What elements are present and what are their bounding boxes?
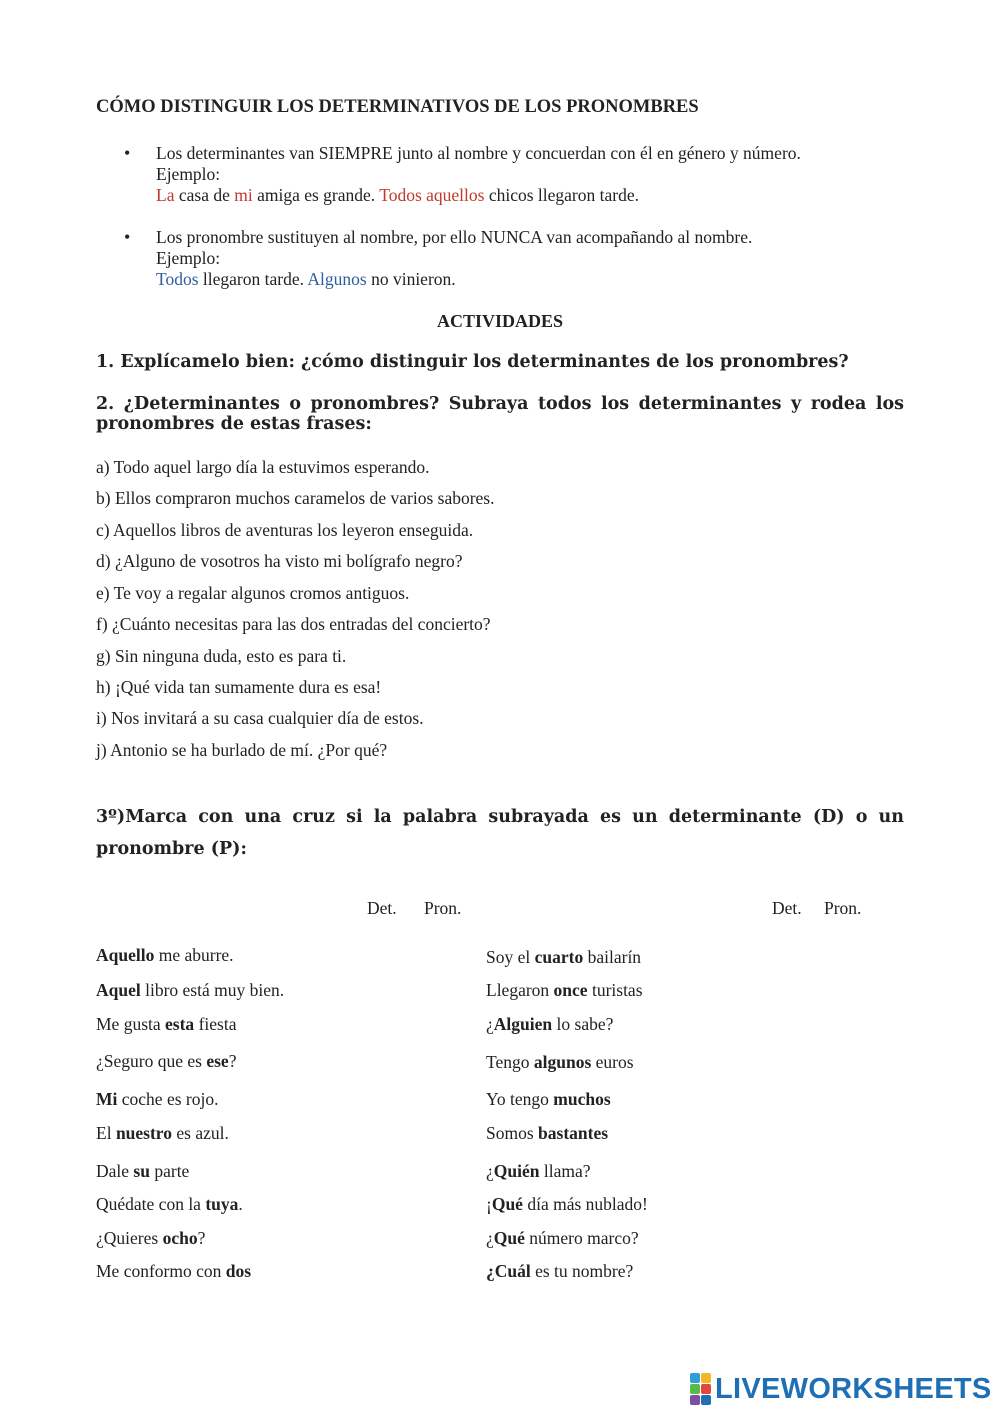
item-target-word: dos: [225, 1261, 252, 1281]
example-text: amiga es grande.: [252, 185, 380, 205]
item-target-word: su: [133, 1161, 150, 1181]
item-text: parte: [149, 1161, 190, 1181]
item-target-word: once: [553, 980, 588, 1000]
item-text: ¡: [486, 1194, 492, 1214]
bullet-2-text: [156, 227, 752, 290]
right-item: [486, 980, 643, 1001]
bullet-2-example: [156, 269, 752, 290]
item-text: lo sabe?: [552, 1014, 614, 1034]
item-text: Llegaron: [486, 980, 554, 1000]
right-item: [486, 1228, 639, 1249]
bullet-dot: •: [124, 227, 131, 247]
example-text: chicos llegaron tarde.: [484, 185, 639, 205]
item-text: fiesta: [194, 1014, 237, 1034]
left-item: [96, 1123, 229, 1144]
item-target-word: ocho: [162, 1228, 198, 1248]
sentence-item: c) Aquellos libros de aventuras los leyeron enseguida.: [96, 520, 474, 540]
right-item: [486, 1014, 613, 1035]
item-text: coche es rojo.: [117, 1089, 219, 1109]
bullet-2-line1: Los pronombre sustituyen al nombre, por ello NUNCA van acompañando al nombre.: [156, 227, 753, 247]
item-text: Soy el: [486, 947, 535, 967]
right-item: [486, 1123, 608, 1144]
item-target-word: cuarto: [534, 947, 584, 967]
example-highlight: Todos: [156, 269, 199, 289]
bullet-1-label: Ejemplo:: [156, 164, 221, 184]
sentence-item: d) ¿Alguno de vosotros ha visto mi bolígrafo negro?: [96, 551, 463, 571]
left-item: [96, 980, 284, 1001]
bullet-dot: •: [124, 143, 131, 163]
item-text: Me gusta: [96, 1014, 166, 1034]
sentence-item: f) ¿Cuánto necesitas para las dos entradas del concierto?: [96, 614, 491, 634]
left-item: [96, 1161, 189, 1182]
bullet-1-example: [156, 185, 801, 206]
item-target-word: ese: [206, 1051, 229, 1071]
item-text: ¿: [486, 1161, 494, 1181]
item-text: Tengo: [486, 1052, 534, 1072]
question-2: 2. ¿Determinantes o pronombres? Subraya todos los determinantes y rodea los pronombres de estas frases:: [96, 394, 904, 434]
item-target-word: esta: [165, 1014, 195, 1034]
right-item: [486, 1261, 633, 1282]
liveworksheets-logo: [690, 1372, 992, 1406]
left-item: [96, 1014, 236, 1035]
item-target-word: Aquello: [96, 945, 155, 965]
item-text: número marco?: [524, 1228, 639, 1248]
logo-mark-icon: [690, 1373, 711, 1405]
item-text: bailarín: [583, 947, 642, 967]
question-1: 1. Explícamelo bien: ¿cómo distinguir los determinantes de los pronombres?: [96, 352, 849, 372]
item-text: ¿: [486, 1228, 494, 1248]
item-target-word: nuestro: [115, 1123, 173, 1143]
item-target-word: Qué: [491, 1194, 523, 1214]
item-target-word: algunos: [533, 1052, 592, 1072]
right-item: [486, 1161, 591, 1182]
item-text: euros: [591, 1052, 634, 1072]
item-target-word: Qué: [493, 1228, 525, 1248]
right-item: [486, 947, 641, 968]
item-text: libro está muy bien.: [140, 980, 285, 1000]
item-target-word: Quién: [493, 1161, 540, 1181]
bullet-2-label: Ejemplo:: [156, 248, 221, 268]
activities-heading: ACTIVIDADES: [436, 311, 564, 331]
left-item: [96, 1051, 236, 1072]
item-text: turistas: [587, 980, 643, 1000]
item-text: llama?: [539, 1161, 591, 1181]
left-item: [96, 1228, 205, 1249]
example-text: llegaron tarde.: [198, 269, 308, 289]
sentence-item: a) Todo aquel largo día la estuvimos esperando.: [96, 457, 430, 477]
item-text: Quédate con la: [96, 1194, 206, 1214]
page-title: CÓMO DISTINGUIR LOS DETERMINATIVOS DE LOS PRONOMBRES: [96, 97, 699, 117]
item-text: ¿: [486, 1014, 494, 1034]
det-header-left: Det.: [367, 898, 397, 918]
right-item: [486, 1089, 611, 1110]
right-item: [486, 1194, 648, 1215]
item-text: Dale: [96, 1161, 134, 1181]
sentence-item: b) Ellos compraron muchos caramelos de varios sabores.: [96, 488, 495, 508]
item-text: día más nublado!: [522, 1194, 648, 1214]
item-target-word: tuya: [205, 1194, 239, 1214]
sentence-item: h) ¡Qué vida tan sumamente dura es esa!: [96, 677, 382, 697]
item-text: es azul.: [172, 1123, 229, 1143]
sentence-item: j) Antonio se ha burlado de mí. ¿Por qué?: [96, 740, 388, 760]
question-3: 3º)Marca con una cruz si la palabra subrayada es un determinante (D) o un pronombre (P):: [96, 807, 904, 859]
item-text: El: [96, 1123, 116, 1143]
item-text: es tu nombre?: [530, 1261, 634, 1281]
item-text: ¿Seguro que es: [96, 1051, 207, 1071]
example-text: casa de: [174, 185, 235, 205]
item-target-word: bastantes: [538, 1123, 609, 1143]
bullet-1-text: [156, 143, 801, 206]
item-text: Yo tengo: [486, 1089, 554, 1109]
logo-text: LIVEWORKSHEETS: [715, 1372, 992, 1405]
item-text: ?: [197, 1228, 206, 1248]
item-text: ¿Quieres: [96, 1228, 163, 1248]
item-text: Somos: [486, 1123, 539, 1143]
item-target-word: Alguien: [493, 1014, 553, 1034]
example-highlight: Algunos: [307, 269, 367, 289]
example-highlight: mi: [234, 185, 253, 205]
item-text: Me conformo con: [96, 1261, 226, 1281]
left-item: [96, 945, 234, 966]
item-target-word: muchos: [553, 1089, 611, 1109]
item-target-word: Aquel: [96, 980, 141, 1000]
example-highlight: La: [156, 185, 175, 205]
item-text: .: [238, 1194, 243, 1214]
pron-header-left: Pron.: [424, 898, 462, 918]
det-header-right: Det.: [772, 898, 802, 918]
sentence-item: e) Te voy a regalar algunos cromos antiguos.: [96, 583, 410, 603]
item-text: me aburre.: [154, 945, 234, 965]
right-item: [486, 1052, 634, 1073]
example-text: no vinieron.: [366, 269, 456, 289]
left-item: [96, 1261, 251, 1282]
pron-header-right: Pron.: [824, 898, 862, 918]
example-highlight: Todos aquellos: [379, 185, 485, 205]
bullet-1-line1: Los determinantes van SIEMPRE junto al nombre y concuerdan con él en género y número.: [156, 143, 801, 163]
item-target-word: Mi: [96, 1089, 118, 1109]
sentence-item: i) Nos invitará a su casa cualquier día de estos.: [96, 708, 424, 728]
sentence-item: g) Sin ninguna duda, esto es para ti.: [96, 646, 347, 666]
item-text: ?: [228, 1051, 237, 1071]
item-target-word: ¿Cuál: [486, 1261, 531, 1281]
left-item: [96, 1194, 243, 1215]
left-item: [96, 1089, 218, 1110]
